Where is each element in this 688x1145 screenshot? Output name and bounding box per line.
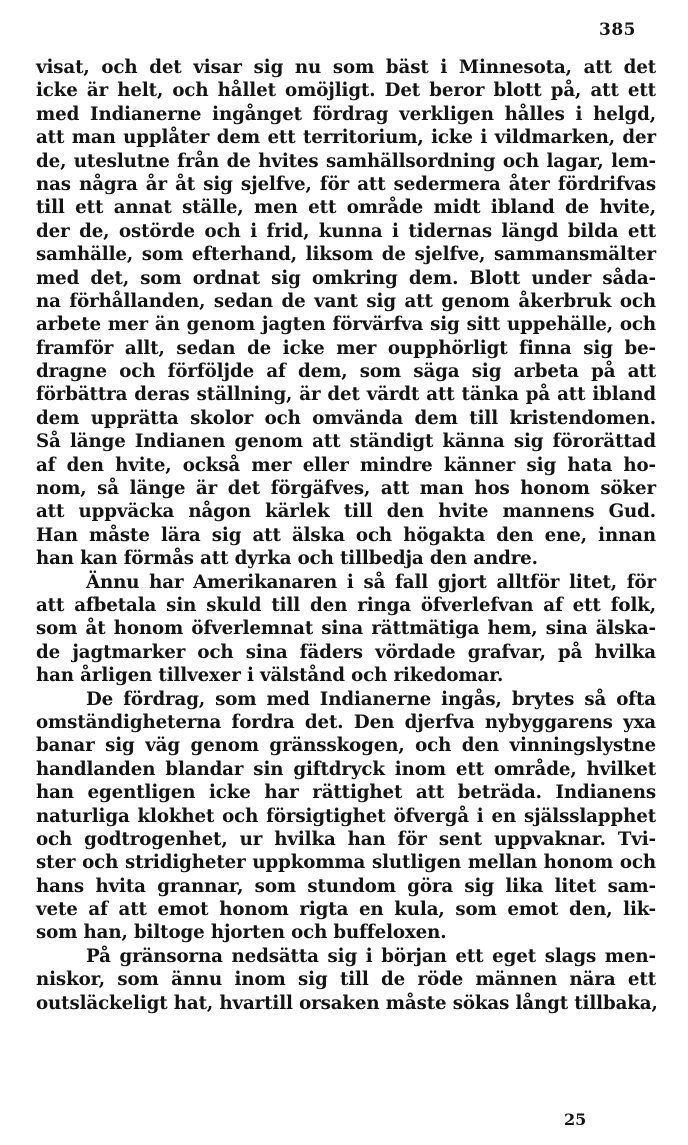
text-line: med det, som ordnat sig omkring dem. Blott under såda-: [36, 267, 656, 289]
page-number: 385: [599, 20, 636, 40]
text-line: visat, och det visar sig nu som bäst i Minnesota, att det: [36, 57, 656, 78]
text-line: dragne och förföljde af dem, som säga sig arbeta på att: [36, 361, 656, 383]
text-line: att afbetala sin skuld till den ringa öfverlefvan af ett folk,: [36, 594, 656, 616]
text-line: som åt honom öfverlemnat sina rättmätiga hem, sina älska-: [36, 618, 656, 640]
text-line: som han, biltoge hjorten och buffeloxen.: [36, 922, 447, 944]
text-line: banar sig väg genom gränsskogen, och den vinningslystne: [36, 735, 656, 757]
body-text: [36, 56, 656, 1015]
text-line: förbättra deras ställning, är det värdt att tänka på att ibland: [36, 384, 656, 406]
text-line: nas några år åt sig sjelfve, för att sedermera åter fördrifvas: [36, 173, 656, 195]
text-line: outsläckeligt hat, hvartill orsaken måste sökas långt tillbaka,: [36, 992, 658, 1014]
text-line: Så länge Indianen genom att ständigt känna sig förorättad: [36, 431, 656, 453]
text-line: hans hvita grannar, som stundom göra sig lika litet sam-: [36, 875, 656, 897]
text-line: ster och stridigheter uppkomma slutligen mellan honom och: [36, 852, 656, 874]
text-line: na förhållanden, sedan de vant sig att genom åkerbruk och: [36, 290, 656, 312]
text-line: nom, så länge är det förgäfves, att man hos honom söker: [36, 478, 656, 500]
text-line: der de, ostörde och i frid, kunna i tidernas längd bilda ett: [36, 220, 656, 242]
text-line: och godtrogenhet, ur hvilka han för sent uppvaknar. Tvi-: [36, 828, 656, 850]
text-line: att man upplåter dem ett territorium, icke i vildmarken, der: [36, 127, 656, 149]
text-line: framför allt, sedan de icke mer oupphörligt finna sig be-: [36, 337, 656, 359]
text-line: omständigheterna fordra det. Den djerfva nybyggarens yxa: [36, 711, 656, 733]
text-line: de jagtmarker och sina fäders vördade grafvar, på hvilka: [36, 641, 656, 663]
text-line: icke är helt, och hållet omöjligt. Det beror blott på, att ett: [36, 80, 656, 102]
text-line: dem upprätta skolor och omvända dem till kristendomen.: [36, 407, 656, 429]
text-line: arbete mer än genom jagten förvärfva sig sitt uppehälle, och: [36, 314, 656, 336]
text-line: handlanden blandar sin giftdryck inom ett område, hvilket: [36, 758, 656, 780]
text-line: han kan förmås att dyrka och tillbedja den andre.: [36, 548, 538, 570]
text-line: Ännu har Amerikanaren i så fall gjort alltför litet, för: [86, 571, 656, 593]
text-line: att uppväcka någon kärlek till den hvite mannens Gud.: [36, 501, 656, 523]
text-line: vete af att emot honom rigta en kula, som emot den, lik-: [36, 899, 656, 921]
text-line: naturliga klokhet och försigtighet öfvergå i en själsslapphet: [36, 805, 656, 827]
text-line: samhälle, som efterhand, liksom de sjelfve, sammansmälter: [36, 244, 656, 266]
text-line: På gränsorna nedsätta sig i början ett eget slags men-: [86, 945, 656, 967]
text-line: Han måste lära sig att älska och högakta den ene, innan: [36, 524, 656, 546]
text-line: han årligen tillvexer i välstånd och rikedomar.: [36, 665, 504, 687]
text-line: af den hvite, också mer eller mindre känner sig hata ho-: [36, 454, 656, 476]
signature-mark: 25: [564, 1110, 587, 1129]
text-line: De fördrag, som med Indianerne ingås, brytes så ofta: [86, 688, 656, 710]
text-line: de, uteslutne från de hvites samhällsordning och lagar, lem-: [36, 150, 656, 172]
text-line: till ett annat ställe, men ett område midt ibland de hvite,: [36, 197, 656, 219]
text-line: niskor, som ännu inom sig till de röde männen nära ett: [36, 969, 656, 991]
text-line: han egentligen icke har rättighet att beträda. Indianens: [36, 782, 656, 804]
text-line: med Indianerne ingånget fördrag verkligen hålles i helgd,: [36, 103, 656, 125]
